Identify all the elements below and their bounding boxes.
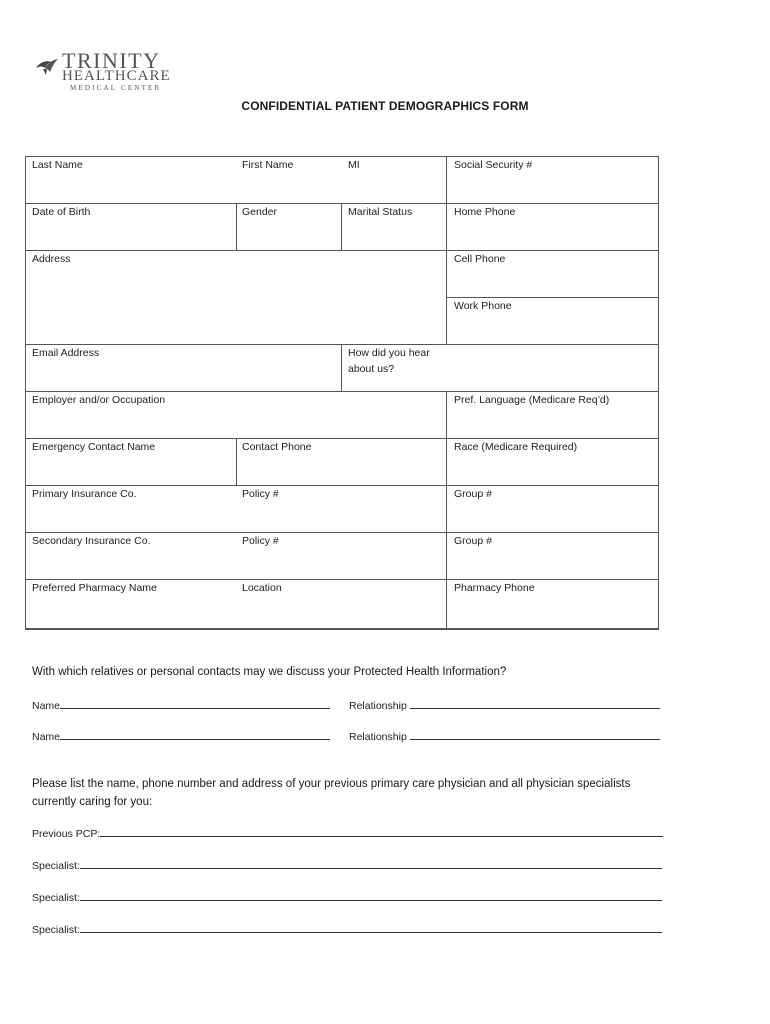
specialist-line[interactable] [80, 858, 662, 869]
col-divider [446, 203, 447, 250]
primary-insurance-field[interactable]: Primary Insurance Co. [32, 488, 137, 500]
logo-healthcare: HEALTHCARE [62, 68, 171, 84]
mi-field[interactable]: MI [348, 159, 360, 171]
row-divider [25, 250, 659, 251]
col-divider [446, 579, 447, 628]
secondary-group-field[interactable]: Group # [454, 535, 492, 547]
race-field[interactable]: Race (Medicare Required) [454, 441, 578, 453]
primary-group-field[interactable]: Group # [454, 488, 492, 500]
bird-logo-icon [34, 54, 60, 76]
dob-field[interactable]: Date of Birth [32, 206, 91, 218]
specialist-line[interactable] [80, 922, 662, 933]
row-divider [25, 485, 659, 486]
trinity-logo [34, 48, 184, 94]
emergency-contact-field[interactable]: Emergency Contact Name [32, 441, 156, 453]
ssn-field[interactable]: Social Security # [454, 159, 533, 171]
relationship-label: Relationship [349, 731, 407, 743]
physicians-question-line2: currently caring for you: [32, 796, 153, 808]
pharmacy-phone-field[interactable]: Pharmacy Phone [454, 582, 535, 594]
contact-phone-field[interactable]: Contact Phone [242, 441, 312, 453]
email-field[interactable]: Email Address [32, 347, 100, 359]
row-divider [446, 297, 659, 298]
contacts-question: With which relatives or personal contacts may we discuss your Protected Health Information? [32, 666, 507, 678]
contact-name-2[interactable] [32, 729, 330, 743]
col-divider [236, 203, 237, 250]
col-divider [446, 250, 447, 344]
row-divider [25, 203, 659, 204]
relationship-line[interactable] [410, 729, 660, 740]
name-line[interactable] [60, 698, 330, 709]
specialist-label: Specialist: [32, 892, 80, 904]
logo-medical-center: MEDICAL CENTER [70, 84, 162, 92]
pharmacy-location-field[interactable]: Location [242, 582, 282, 594]
cell-phone-field[interactable]: Cell Phone [454, 253, 506, 265]
contact-relationship-1[interactable] [349, 698, 660, 712]
col-divider [236, 438, 237, 485]
relationship-label: Relationship [349, 700, 407, 712]
physicians-question: Please list the name, phone number and address of your previous primary care physician and all physician specialists [32, 778, 631, 790]
contact-name-1[interactable] [32, 698, 330, 712]
specialist-label: Specialist: [32, 924, 80, 936]
how-heard-field[interactable]: How did you hear [348, 347, 430, 359]
col-divider [446, 532, 447, 579]
col-divider [341, 203, 342, 250]
secondary-policy-field[interactable]: Policy # [242, 535, 279, 547]
previous-pcp-row[interactable] [32, 826, 663, 840]
specialist-row-3[interactable] [32, 922, 662, 936]
how-heard-field-line2: about us? [348, 363, 395, 375]
contact-relationship-2[interactable] [349, 729, 660, 743]
demographics-grid [25, 156, 659, 629]
row-divider [25, 344, 659, 345]
col-divider [446, 156, 447, 203]
address-field[interactable]: Address [32, 253, 71, 265]
col-divider [446, 438, 447, 485]
row-divider [25, 391, 659, 392]
col-divider [446, 485, 447, 532]
col-divider [446, 391, 447, 438]
work-phone-field[interactable]: Work Phone [454, 300, 512, 312]
marital-status-field[interactable]: Marital Status [348, 206, 413, 218]
gender-field[interactable]: Gender [242, 206, 278, 218]
col-divider [341, 344, 342, 391]
pref-language-field[interactable]: Pref. Language (Medicare Req’d) [454, 394, 610, 406]
row-divider [25, 438, 659, 439]
last-name-field[interactable]: Last Name [32, 159, 83, 171]
employer-field[interactable]: Employer and/or Occupation [32, 394, 166, 406]
pharmacy-name-field[interactable]: Preferred Pharmacy Name [32, 582, 157, 594]
first-name-field[interactable]: First Name [242, 159, 294, 171]
name-label: Name [32, 731, 61, 743]
row-divider [25, 579, 659, 580]
pcp-line[interactable] [100, 826, 663, 837]
specialist-row-2[interactable] [32, 890, 662, 904]
pcp-label: Previous PCP: [32, 828, 101, 840]
name-label: Name [32, 700, 61, 712]
logo-trinity: TRINITY [62, 48, 161, 73]
specialist-row-1[interactable] [32, 858, 662, 872]
row-divider [25, 532, 659, 533]
specialist-line[interactable] [80, 890, 662, 901]
home-phone-field[interactable]: Home Phone [454, 206, 516, 218]
name-line[interactable] [60, 729, 330, 740]
specialist-label: Specialist: [32, 860, 80, 872]
relationship-line[interactable] [410, 698, 660, 709]
primary-policy-field[interactable]: Policy # [242, 488, 279, 500]
form-title: CONFIDENTIAL PATIENT DEMOGRAPHICS FORM [241, 99, 529, 113]
secondary-insurance-field[interactable]: Secondary Insurance Co. [32, 535, 151, 547]
